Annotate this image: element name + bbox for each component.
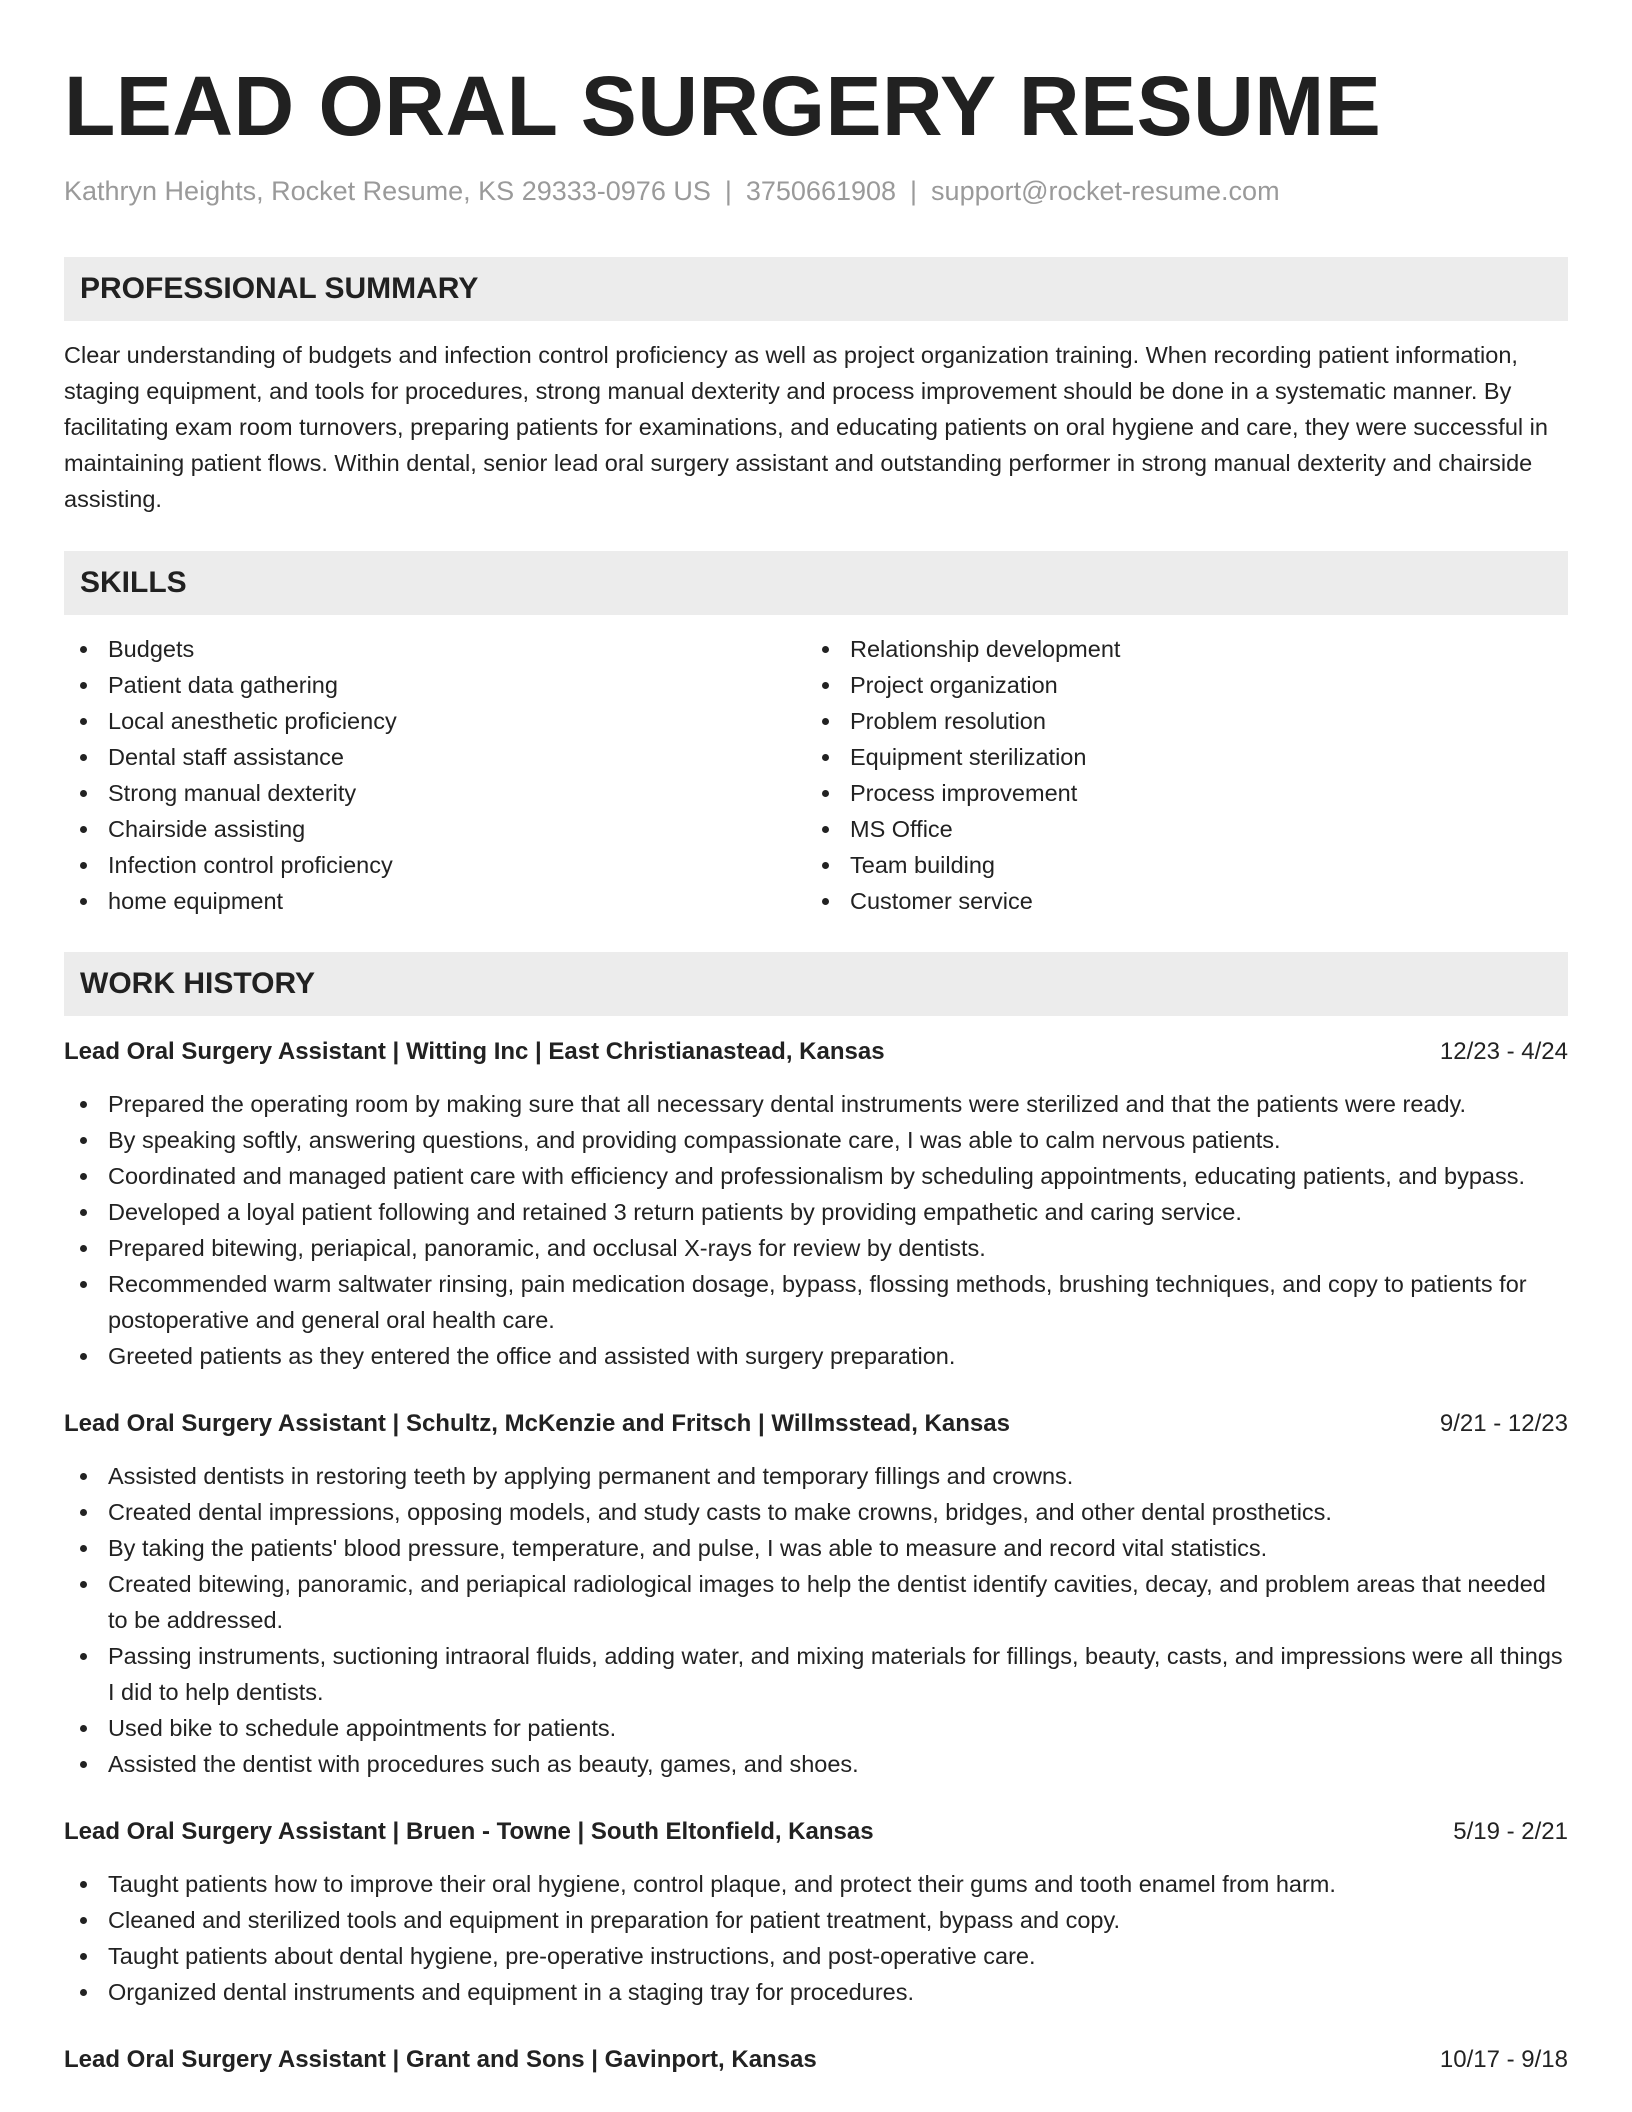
job-bullet: By speaking softly, answering questions, and providing compassionate care, I was able to calm nervous patients.: [64, 1122, 1568, 1158]
job-bullet: Cleaned and sterilized tools and equipment in preparation for patient treatment, bypass and copy.: [64, 1902, 1568, 1938]
skill-item: Budgets: [64, 631, 806, 667]
job-bullets: [64, 1866, 1568, 2010]
job-dates: 9/21 - 12/23: [1439, 1410, 1568, 1437]
skill-item: Customer service: [806, 883, 1548, 919]
contact-line: [64, 174, 1568, 208]
skill-item: Equipment sterilization: [806, 739, 1548, 775]
job-entry: [64, 1406, 1568, 1782]
skill-item: Local anesthetic proficiency: [64, 703, 806, 739]
skill-item: Team building: [806, 847, 1548, 883]
job-title: Lead Oral Surgery Assistant | Schultz, McKenzie and Fritsch | Willmsstead, Kansas: [64, 1410, 1010, 1437]
job-bullets: [64, 1086, 1568, 1374]
job-bullet: Created bitewing, panoramic, and periapical radiological images to help the dentist identify cavities, decay, and problem areas that needed to be addressed.: [64, 1566, 1568, 1638]
skill-item: MS Office: [806, 811, 1548, 847]
job-dates: 5/19 - 2/21: [1453, 1818, 1568, 1845]
work-history-heading: WORK HISTORY: [64, 952, 1568, 1016]
contact-phone: 3750661908: [745, 176, 897, 206]
job-dates: 10/17 - 9/18: [1439, 2046, 1568, 2073]
job-bullet: Used bike to schedule appointments for patients.: [64, 1710, 1568, 1746]
contact-address: Kathryn Heights, Rocket Resume, KS 29333-0976 US: [64, 176, 711, 206]
skill-item: Dental staff assistance: [64, 739, 806, 775]
job-entry: [64, 2042, 1568, 2078]
job-bullet: Passing instruments, suctioning intraoral fluids, adding water, and mixing materials for fillings, beauty, casts, and impressions were all things I did to help dentists.: [64, 1638, 1568, 1710]
skills-list: [64, 631, 1568, 919]
skill-item: Infection control proficiency: [64, 847, 806, 883]
resume-page: [64, 0, 1568, 2078]
contact-separator: |: [724, 176, 732, 206]
job-title: Lead Oral Surgery Assistant | Bruen - Towne | South Eltonfield, Kansas: [64, 1818, 874, 1845]
skills-heading: SKILLS: [64, 551, 1568, 615]
job-bullets: [64, 1458, 1568, 1782]
skill-item: Patient data gathering: [64, 667, 806, 703]
skill-item: Project organization: [806, 667, 1548, 703]
job-bullet: By taking the patients' blood pressure, temperature, and pulse, I was able to measure and record vital statistics.: [64, 1530, 1568, 1566]
job-dates: 12/23 - 4/24: [1439, 1038, 1568, 1065]
contact-email: support@rocket-resume.com: [931, 176, 1280, 206]
job-entry: [64, 1814, 1568, 2010]
summary-heading: PROFESSIONAL SUMMARY: [64, 257, 1568, 321]
contact-separator: |: [910, 176, 918, 206]
job-bullet: Developed a loyal patient following and retained 3 return patients by providing empathetic and caring service.: [64, 1194, 1568, 1230]
job-bullet: Created dental impressions, opposing models, and study casts to make crowns, bridges, and other dental prosthetics.: [64, 1494, 1568, 1530]
skill-item: Problem resolution: [806, 703, 1548, 739]
job-entry: [64, 1034, 1568, 1374]
skills-column-left: [64, 631, 806, 919]
job-bullet: Recommended warm saltwater rinsing, pain medication dosage, bypass, flossing methods, brushing techniques, and copy to patients for postoperative and general oral health care.: [64, 1266, 1568, 1338]
job-bullet: Assisted dentists in restoring teeth by applying permanent and temporary fillings and crowns.: [64, 1458, 1568, 1494]
job-bullet: Taught patients how to improve their oral hygiene, control plaque, and protect their gums and tooth enamel from harm.: [64, 1866, 1568, 1902]
job-bullet: Prepared the operating room by making sure that all necessary dental instruments were sterilized and that the patients were ready.: [64, 1086, 1568, 1122]
skill-item: Strong manual dexterity: [64, 775, 806, 811]
job-bullet: Taught patients about dental hygiene, pre-operative instructions, and post-operative care.: [64, 1938, 1568, 1974]
job-bullet: Coordinated and managed patient care with efficiency and professionalism by scheduling appointments, educating patients, and bypass.: [64, 1158, 1568, 1194]
skill-item: Process improvement: [806, 775, 1548, 811]
job-header: [64, 1814, 1568, 1850]
job-title: Lead Oral Surgery Assistant | Witting Inc | East Christianastead, Kansas: [64, 1038, 885, 1065]
job-bullet: Prepared bitewing, periapical, panoramic, and occlusal X-rays for review by dentists.: [64, 1230, 1568, 1266]
skill-item: home equipment: [64, 883, 806, 919]
skills-column-right: [806, 631, 1548, 919]
job-title: Lead Oral Surgery Assistant | Grant and Sons | Gavinport, Kansas: [64, 2046, 817, 2073]
job-header: [64, 1406, 1568, 1442]
summary-text: Clear understanding of budgets and infection control proficiency as well as project organization training. When recording patient information, staging equipment, and tools for procedures, strong manual dexterity and process improvement should be done in a systematic manner. By facilitating exam room turnovers, preparing patients for examinations, and educating patients on oral hygiene and care, they were successful in maintaining patient flows. Within dental, senior lead oral surgery assistant and outstanding performer in strong manual dexterity and chairside assisting.: [64, 342, 1548, 512]
job-header: [64, 1034, 1568, 1070]
job-bullet: Organized dental instruments and equipment in a staging tray for procedures.: [64, 1974, 1568, 2010]
page-title: LEAD ORAL SURGERY RESUME: [64, 59, 1382, 153]
job-bullet: Assisted the dentist with procedures such as beauty, games, and shoes.: [64, 1746, 1568, 1782]
skill-item: Relationship development: [806, 631, 1548, 667]
job-header: [64, 2042, 1568, 2078]
skill-item: Chairside assisting: [64, 811, 806, 847]
job-bullet: Greeted patients as they entered the office and assisted with surgery preparation.: [64, 1338, 1568, 1374]
